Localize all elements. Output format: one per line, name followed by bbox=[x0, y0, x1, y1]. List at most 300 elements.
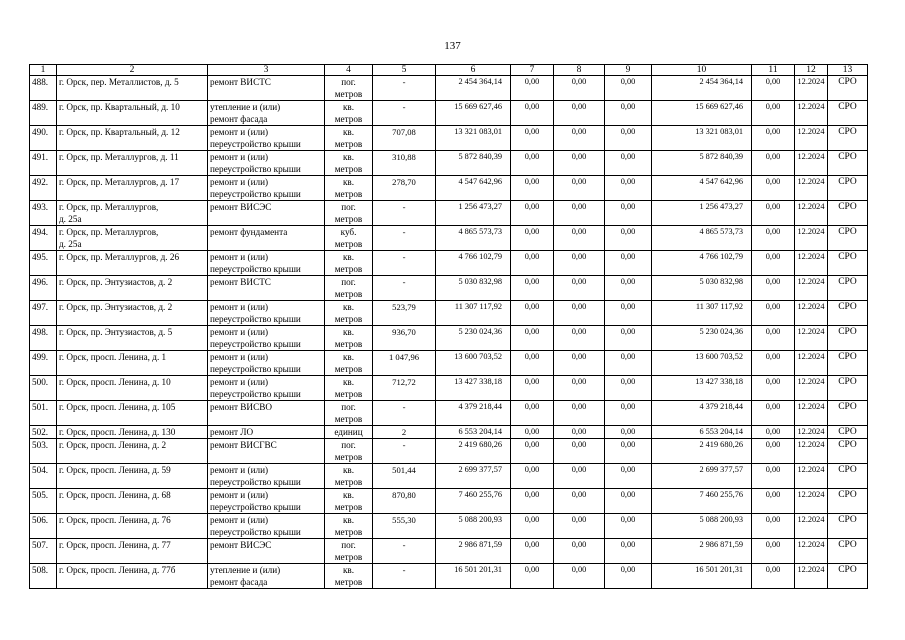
value-cell-8: 0,00 bbox=[554, 376, 605, 401]
row-number: 488. bbox=[30, 76, 57, 101]
unit-cell-line: метров bbox=[334, 414, 363, 424]
address-cell-line: г. Орск, пр. Металлургов, д. 17 bbox=[59, 177, 180, 187]
table-row bbox=[30, 464, 868, 489]
address-cell-line: г. Орск, пр. Энтузиастов, д. 5 bbox=[59, 327, 173, 337]
value-cell-11: 0,00 bbox=[752, 401, 795, 426]
row-number: 489. bbox=[30, 101, 57, 126]
total-cell: 5 088 200,93 bbox=[652, 514, 752, 539]
address-cell-line: г. Орск, просп. Ленина, д. 59 bbox=[59, 465, 171, 475]
value-cell-8: 0,00 bbox=[554, 76, 605, 101]
value-cell-7: 0,00 bbox=[511, 439, 554, 464]
work-type-cell-line: ремонт и (или) bbox=[210, 152, 269, 162]
unit-cell-line: кв. bbox=[342, 490, 355, 500]
value-cell-9: 0,00 bbox=[605, 76, 652, 101]
value-cell-8: 0,00 bbox=[554, 439, 605, 464]
value-cell-8: 0,00 bbox=[554, 126, 605, 151]
total-cell: 13 321 083,01 bbox=[652, 126, 752, 151]
value-cell-11: 0,00 bbox=[752, 276, 795, 301]
unit-cell bbox=[325, 201, 373, 226]
date-cell: 12.2024 bbox=[795, 101, 828, 126]
unit-cell-line: пог. bbox=[341, 402, 356, 412]
work-type-cell bbox=[208, 226, 325, 251]
address-cell-line: г. Орск, пр. Металлургов, д. 26 bbox=[59, 252, 180, 262]
organization-cell: СРО bbox=[828, 464, 868, 489]
row-number: 498. bbox=[30, 326, 57, 351]
value-cell-9: 0,00 bbox=[605, 351, 652, 376]
date-cell: 12.2024 bbox=[795, 489, 828, 514]
quantity-cell: 712,72 bbox=[373, 376, 436, 401]
total-cell: 5 872 840,39 bbox=[652, 151, 752, 176]
organization-cell: СРО bbox=[828, 539, 868, 564]
work-type-cell-line: ремонт и (или) bbox=[210, 177, 269, 187]
address-cell bbox=[57, 301, 208, 326]
unit-cell-line: пог. bbox=[341, 540, 356, 550]
work-type-cell-line: ремонт ВИСТС bbox=[210, 77, 271, 87]
work-type-cell-line: переустройство крыши bbox=[210, 339, 301, 349]
unit-cell-line: метров bbox=[334, 577, 363, 587]
address-cell bbox=[57, 126, 208, 151]
organization-cell: СРО bbox=[828, 301, 868, 326]
col-header: 9 bbox=[605, 65, 652, 76]
value-cell-7: 0,00 bbox=[511, 426, 554, 439]
col-header: 3 bbox=[208, 65, 325, 76]
work-type-cell bbox=[208, 464, 325, 489]
col-header: 13 bbox=[828, 65, 868, 76]
unit-cell bbox=[325, 401, 373, 426]
cost-cell: 15 669 627,46 bbox=[436, 101, 511, 126]
unit-cell-line: кв. bbox=[342, 252, 355, 262]
unit-cell bbox=[325, 326, 373, 351]
value-cell-7: 0,00 bbox=[511, 464, 554, 489]
work-type-cell-line: ремонт ЛО bbox=[210, 427, 254, 437]
address-cell-line: г. Орск, просп. Ленина, д. 130 bbox=[59, 427, 176, 437]
value-cell-7: 0,00 bbox=[511, 276, 554, 301]
total-cell: 5 230 024,36 bbox=[652, 326, 752, 351]
date-cell: 12.2024 bbox=[795, 251, 828, 276]
col-header: 1 bbox=[30, 65, 57, 76]
value-cell-9: 0,00 bbox=[605, 201, 652, 226]
unit-cell-line: метров bbox=[334, 89, 363, 99]
table-row bbox=[30, 514, 868, 539]
unit-cell bbox=[325, 301, 373, 326]
address-cell bbox=[57, 351, 208, 376]
unit-cell bbox=[325, 76, 373, 101]
value-cell-8: 0,00 bbox=[554, 539, 605, 564]
total-cell: 6 553 204,14 bbox=[652, 426, 752, 439]
date-cell: 12.2024 bbox=[795, 351, 828, 376]
cost-cell: 4 379 218,44 bbox=[436, 401, 511, 426]
address-cell-line: г. Орск, пр. Металлургов, д. 11 bbox=[59, 152, 179, 162]
total-cell: 11 307 117,92 bbox=[652, 301, 752, 326]
quantity-cell: 707,08 bbox=[373, 126, 436, 151]
unit-cell-line: метров bbox=[334, 114, 363, 124]
table-row bbox=[30, 151, 868, 176]
value-cell-11: 0,00 bbox=[752, 176, 795, 201]
unit-cell-line: метров bbox=[334, 364, 363, 374]
value-cell-8: 0,00 bbox=[554, 401, 605, 426]
address-cell bbox=[57, 489, 208, 514]
value-cell-11: 0,00 bbox=[752, 514, 795, 539]
quantity-cell: 1 047,96 bbox=[373, 351, 436, 376]
table-body bbox=[30, 76, 868, 589]
value-cell-8: 0,00 bbox=[554, 101, 605, 126]
date-cell: 12.2024 bbox=[795, 226, 828, 251]
work-type-cell bbox=[208, 401, 325, 426]
work-type-cell bbox=[208, 76, 325, 101]
unit-cell-line: пог. bbox=[341, 277, 356, 287]
value-cell-7: 0,00 bbox=[511, 301, 554, 326]
organization-cell: СРО bbox=[828, 514, 868, 539]
value-cell-9: 0,00 bbox=[605, 539, 652, 564]
address-cell-line: д. 25а bbox=[59, 239, 82, 249]
unit-cell-line: кв. bbox=[342, 377, 355, 387]
work-type-cell-line: ремонт ВИСЭС bbox=[210, 540, 272, 550]
row-number: 490. bbox=[30, 126, 57, 151]
quantity-cell: 2 bbox=[373, 426, 436, 439]
value-cell-9: 0,00 bbox=[605, 326, 652, 351]
address-cell bbox=[57, 151, 208, 176]
value-cell-11: 0,00 bbox=[752, 126, 795, 151]
unit-cell bbox=[325, 489, 373, 514]
unit-cell bbox=[325, 101, 373, 126]
unit-cell bbox=[325, 439, 373, 464]
value-cell-9: 0,00 bbox=[605, 226, 652, 251]
address-cell-line: г. Орск, пер. Металлистов, д. 5 bbox=[59, 77, 179, 87]
unit-cell bbox=[325, 176, 373, 201]
address-cell-line: г. Орск, пр. Энтузиастов, д. 2 bbox=[59, 277, 173, 287]
table-row bbox=[30, 539, 868, 564]
address-cell-line: д. 25а bbox=[59, 214, 82, 224]
unit-cell bbox=[325, 464, 373, 489]
organization-cell: СРО bbox=[828, 201, 868, 226]
value-cell-9: 0,00 bbox=[605, 301, 652, 326]
value-cell-7: 0,00 bbox=[511, 126, 554, 151]
work-type-cell-line: ремонт ВИСВО bbox=[210, 402, 272, 412]
value-cell-9: 0,00 bbox=[605, 176, 652, 201]
address-cell-line: г. Орск, пр. Квартальный, д. 12 bbox=[59, 127, 180, 137]
table-row bbox=[30, 276, 868, 301]
organization-cell: СРО bbox=[828, 439, 868, 464]
value-cell-11: 0,00 bbox=[752, 151, 795, 176]
total-cell: 4 379 218,44 bbox=[652, 401, 752, 426]
total-cell: 4 766 102,79 bbox=[652, 251, 752, 276]
value-cell-8: 0,00 bbox=[554, 226, 605, 251]
organization-cell: СРО bbox=[828, 489, 868, 514]
unit-cell bbox=[325, 376, 373, 401]
value-cell-11: 0,00 bbox=[752, 426, 795, 439]
value-cell-7: 0,00 bbox=[511, 251, 554, 276]
organization-cell: СРО bbox=[828, 226, 868, 251]
work-type-cell-line: переустройство крыши bbox=[210, 389, 301, 399]
unit-cell-line: метров bbox=[334, 389, 363, 399]
unit-cell-line: метров bbox=[334, 239, 363, 249]
unit-cell bbox=[325, 126, 373, 151]
table-row bbox=[30, 101, 868, 126]
value-cell-11: 0,00 bbox=[752, 376, 795, 401]
cost-cell: 1 256 473,27 bbox=[436, 201, 511, 226]
repair-schedule-table bbox=[29, 64, 868, 589]
address-cell bbox=[57, 176, 208, 201]
row-number: 508. bbox=[30, 564, 57, 589]
value-cell-11: 0,00 bbox=[752, 439, 795, 464]
address-cell bbox=[57, 276, 208, 301]
work-type-cell-line: утепление и (или) bbox=[210, 102, 281, 112]
value-cell-7: 0,00 bbox=[511, 326, 554, 351]
unit-cell-line: кв. bbox=[342, 102, 355, 112]
address-cell bbox=[57, 564, 208, 589]
unit-cell-line: кв. bbox=[342, 515, 355, 525]
total-cell: 4 547 642,96 bbox=[652, 176, 752, 201]
total-cell: 16 501 201,31 bbox=[652, 564, 752, 589]
table-row bbox=[30, 226, 868, 251]
address-cell-line: г. Орск, пр. Квартальный, д. 10 bbox=[59, 102, 180, 112]
value-cell-11: 0,00 bbox=[752, 539, 795, 564]
cost-cell: 5 230 024,36 bbox=[436, 326, 511, 351]
row-number: 499. bbox=[30, 351, 57, 376]
unit-cell-line: метров bbox=[334, 189, 363, 199]
work-type-cell-line: переустройство крыши bbox=[210, 189, 301, 199]
value-cell-8: 0,00 bbox=[554, 351, 605, 376]
organization-cell: СРО bbox=[828, 564, 868, 589]
date-cell: 12.2024 bbox=[795, 376, 828, 401]
value-cell-8: 0,00 bbox=[554, 326, 605, 351]
unit-cell bbox=[325, 276, 373, 301]
unit-cell-line: метров bbox=[334, 264, 363, 274]
value-cell-7: 0,00 bbox=[511, 101, 554, 126]
table-row bbox=[30, 351, 868, 376]
value-cell-9: 0,00 bbox=[605, 489, 652, 514]
date-cell: 12.2024 bbox=[795, 539, 828, 564]
value-cell-8: 0,00 bbox=[554, 201, 605, 226]
quantity-cell: 555,30 bbox=[373, 514, 436, 539]
quantity-cell: - bbox=[373, 401, 436, 426]
total-cell: 13 600 703,52 bbox=[652, 351, 752, 376]
organization-cell: СРО bbox=[828, 151, 868, 176]
row-number: 503. bbox=[30, 439, 57, 464]
unit-cell-line: куб. bbox=[340, 227, 357, 237]
total-cell: 7 460 255,76 bbox=[652, 489, 752, 514]
date-cell: 12.2024 bbox=[795, 401, 828, 426]
row-number: 493. bbox=[30, 201, 57, 226]
value-cell-9: 0,00 bbox=[605, 564, 652, 589]
organization-cell: СРО bbox=[828, 176, 868, 201]
address-cell bbox=[57, 401, 208, 426]
value-cell-7: 0,00 bbox=[511, 201, 554, 226]
value-cell-8: 0,00 bbox=[554, 564, 605, 589]
unit-cell-line: кв. bbox=[342, 352, 355, 362]
unit-cell bbox=[325, 151, 373, 176]
table-row bbox=[30, 439, 868, 464]
address-cell bbox=[57, 201, 208, 226]
organization-cell: СРО bbox=[828, 76, 868, 101]
organization-cell: СРО bbox=[828, 276, 868, 301]
address-cell bbox=[57, 514, 208, 539]
work-type-cell bbox=[208, 276, 325, 301]
address-cell bbox=[57, 439, 208, 464]
value-cell-9: 0,00 bbox=[605, 126, 652, 151]
cost-cell: 2 454 364,14 bbox=[436, 76, 511, 101]
date-cell: 12.2024 bbox=[795, 151, 828, 176]
address-cell bbox=[57, 539, 208, 564]
value-cell-8: 0,00 bbox=[554, 151, 605, 176]
value-cell-7: 0,00 bbox=[511, 76, 554, 101]
work-type-cell bbox=[208, 176, 325, 201]
work-type-cell-line: ремонт и (или) bbox=[210, 302, 269, 312]
work-type-cell-line: ремонт и (или) bbox=[210, 465, 269, 475]
unit-cell bbox=[325, 426, 373, 439]
date-cell: 12.2024 bbox=[795, 514, 828, 539]
address-cell-line: г. Орск, пр. Металлургов, bbox=[59, 227, 159, 237]
unit-cell-line: метров bbox=[334, 139, 363, 149]
table-row bbox=[30, 251, 868, 276]
work-type-cell-line: ремонт и (или) bbox=[210, 515, 269, 525]
unit-cell bbox=[325, 539, 373, 564]
col-header: 8 bbox=[554, 65, 605, 76]
value-cell-9: 0,00 bbox=[605, 426, 652, 439]
col-header: 2 bbox=[57, 65, 208, 76]
unit-cell-line: единиц bbox=[334, 427, 363, 437]
value-cell-8: 0,00 bbox=[554, 301, 605, 326]
table-row bbox=[30, 176, 868, 201]
address-cell-line: г. Орск, просп. Ленина, д. 77б bbox=[59, 565, 176, 575]
value-cell-7: 0,00 bbox=[511, 351, 554, 376]
unit-cell-line: метров bbox=[334, 477, 363, 487]
total-cell: 4 865 573,73 bbox=[652, 226, 752, 251]
organization-cell: СРО bbox=[828, 251, 868, 276]
quantity-cell: - bbox=[373, 226, 436, 251]
organization-cell: СРО bbox=[828, 351, 868, 376]
table-row bbox=[30, 401, 868, 426]
value-cell-11: 0,00 bbox=[752, 489, 795, 514]
quantity-cell: 501,44 bbox=[373, 464, 436, 489]
organization-cell: СРО bbox=[828, 326, 868, 351]
quantity-cell: 936,70 bbox=[373, 326, 436, 351]
value-cell-11: 0,00 bbox=[752, 76, 795, 101]
quantity-cell: - bbox=[373, 276, 436, 301]
value-cell-11: 0,00 bbox=[752, 301, 795, 326]
row-number: 504. bbox=[30, 464, 57, 489]
date-cell: 12.2024 bbox=[795, 426, 828, 439]
col-header: 4 bbox=[325, 65, 373, 76]
work-type-cell-line: переустройство крыши bbox=[210, 477, 301, 487]
value-cell-7: 0,00 bbox=[511, 514, 554, 539]
address-cell bbox=[57, 76, 208, 101]
work-type-cell-line: утепление и (или) bbox=[210, 565, 281, 575]
work-type-cell-line: ремонт фасада bbox=[210, 114, 268, 124]
value-cell-9: 0,00 bbox=[605, 514, 652, 539]
value-cell-7: 0,00 bbox=[511, 489, 554, 514]
work-type-cell bbox=[208, 126, 325, 151]
address-cell-line: г. Орск, пр. Металлургов, bbox=[59, 202, 159, 212]
col-header: 7 bbox=[511, 65, 554, 76]
cost-cell: 16 501 201,31 bbox=[436, 564, 511, 589]
total-cell: 13 427 338,18 bbox=[652, 376, 752, 401]
value-cell-8: 0,00 bbox=[554, 176, 605, 201]
quantity-cell: 523,79 bbox=[373, 301, 436, 326]
unit-cell-line: кв. bbox=[342, 327, 355, 337]
address-cell-line: г. Орск, просп. Ленина, д. 105 bbox=[59, 402, 176, 412]
row-number: 502. bbox=[30, 426, 57, 439]
organization-cell: СРО bbox=[828, 101, 868, 126]
value-cell-8: 0,00 bbox=[554, 514, 605, 539]
value-cell-11: 0,00 bbox=[752, 201, 795, 226]
unit-cell bbox=[325, 251, 373, 276]
row-number: 501. bbox=[30, 401, 57, 426]
value-cell-11: 0,00 bbox=[752, 464, 795, 489]
date-cell: 12.2024 bbox=[795, 439, 828, 464]
date-cell: 12.2024 bbox=[795, 176, 828, 201]
address-cell-line: г. Орск, просп. Ленина, д. 1 bbox=[59, 352, 167, 362]
total-cell: 1 256 473,27 bbox=[652, 201, 752, 226]
address-cell bbox=[57, 464, 208, 489]
table-row bbox=[30, 426, 868, 439]
value-cell-7: 0,00 bbox=[511, 226, 554, 251]
organization-cell: СРО bbox=[828, 376, 868, 401]
address-cell bbox=[57, 226, 208, 251]
value-cell-11: 0,00 bbox=[752, 351, 795, 376]
value-cell-11: 0,00 bbox=[752, 251, 795, 276]
date-cell: 12.2024 bbox=[795, 276, 828, 301]
date-cell: 12.2024 bbox=[795, 326, 828, 351]
unit-cell-line: пог. bbox=[341, 77, 356, 87]
work-type-cell bbox=[208, 101, 325, 126]
organization-cell: СРО bbox=[828, 126, 868, 151]
work-type-cell bbox=[208, 251, 325, 276]
table-row bbox=[30, 76, 868, 101]
quantity-cell: - bbox=[373, 251, 436, 276]
column-number-row bbox=[30, 65, 868, 76]
work-type-cell bbox=[208, 426, 325, 439]
work-type-cell bbox=[208, 376, 325, 401]
work-type-cell-line: переустройство крыши bbox=[210, 264, 301, 274]
value-cell-9: 0,00 bbox=[605, 276, 652, 301]
unit-cell bbox=[325, 351, 373, 376]
value-cell-7: 0,00 bbox=[511, 564, 554, 589]
work-type-cell-line: ремонт и (или) bbox=[210, 377, 269, 387]
work-type-cell-line: переустройство крыши bbox=[210, 139, 301, 149]
value-cell-7: 0,00 bbox=[511, 539, 554, 564]
page-number: 137 bbox=[444, 40, 461, 52]
value-cell-8: 0,00 bbox=[554, 489, 605, 514]
value-cell-9: 0,00 bbox=[605, 464, 652, 489]
cost-cell: 11 307 117,92 bbox=[436, 301, 511, 326]
value-cell-9: 0,00 bbox=[605, 376, 652, 401]
unit-cell-line: метров bbox=[334, 552, 363, 562]
date-cell: 12.2024 bbox=[795, 76, 828, 101]
total-cell: 2 454 364,14 bbox=[652, 76, 752, 101]
work-type-cell-line: переустройство крыши bbox=[210, 364, 301, 374]
total-cell: 2 419 680,26 bbox=[652, 439, 752, 464]
address-cell-line: г. Орск, просп. Ленина, д. 68 bbox=[59, 490, 171, 500]
table-row bbox=[30, 326, 868, 351]
unit-cell-line: метров bbox=[334, 339, 363, 349]
unit-cell-line: пог. bbox=[341, 202, 356, 212]
work-type-cell bbox=[208, 301, 325, 326]
value-cell-7: 0,00 bbox=[511, 151, 554, 176]
work-type-cell bbox=[208, 326, 325, 351]
total-cell: 15 669 627,46 bbox=[652, 101, 752, 126]
address-cell bbox=[57, 326, 208, 351]
unit-cell bbox=[325, 226, 373, 251]
value-cell-11: 0,00 bbox=[752, 226, 795, 251]
value-cell-7: 0,00 bbox=[511, 176, 554, 201]
unit-cell-line: кв. bbox=[342, 565, 355, 575]
unit-cell-line: кв. bbox=[342, 177, 355, 187]
quantity-cell: 278,70 bbox=[373, 176, 436, 201]
work-type-cell bbox=[208, 539, 325, 564]
work-type-cell-line: ремонт ВИСГВС bbox=[210, 440, 277, 450]
date-cell: 12.2024 bbox=[795, 301, 828, 326]
